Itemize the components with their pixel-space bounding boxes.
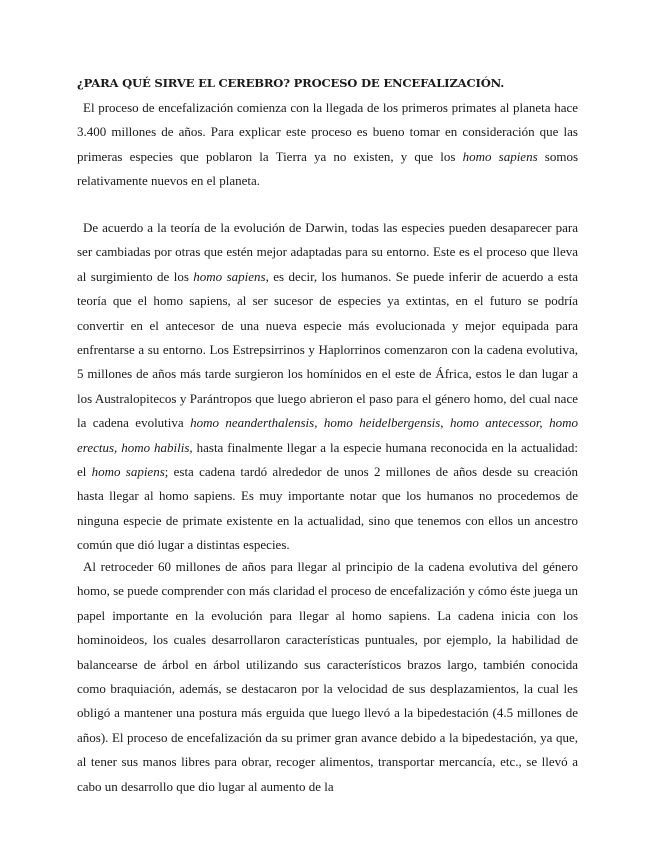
- paragraph-2-italic-c: homo sapiens: [91, 464, 165, 480]
- paragraph-1-italic-a: homo sapiens: [462, 148, 538, 164]
- paragraph-2-text-c: hasta finalmente llegar a la especie humana reconocida en la actualidad: el: [77, 439, 578, 480]
- paragraph-1: [77, 96, 578, 194]
- paragraph-2-text-d: ; esta cadena tardó alrededor de unos 2 millones de años desde su creación hasta llegar al homo sapiens. Es muy importante notar que los humanos no procedemos de ninguna especie de primate existente en la actualidad, sino que tenemos con ellos un ancestro común que dió lugar a distintas especies.: [77, 464, 578, 553]
- paragraph-2-text-b: , es decir, los humanos. Se puede inferir de acuerdo a esta teoría que el homo sapiens, al ser sucesor de especies ya extintas, en el futuro se podría convertir en el antecesor de una nueva especie más evolucionada y mejor equipada para enfrentarse a su entorno. Los Estrepsirrinos y Haplorrinos comenzaron con la cadena evolutiva, 5 millones de años más tarde surgieron los homínidos en el este de África, estos le dan lugar a los Australopitecos y Parántropos que luego abrieron el paso para el género homo, del cual nace la cadena evolutiva: [77, 268, 579, 431]
- paragraph-1-text-b: somos relativamente nuevos en el planeta.: [77, 148, 579, 189]
- paragraph-3: [77, 555, 578, 799]
- paragraph-3-text-a: Al retroceder 60 millones de años para llegar al principio de la cadena evolutiva del género homo, se puede comprender con más claridad el proceso de encefalización y cómo éste juega un papel importante en la evolución para llegar al homo sapiens. La cadena inicia con los hominoideos, los cuales desarrollaron características puntuales, por ejemplo, la habilidad de balancearse de árbol en árbol utilizando sus característicos brazos largo, también conocida como braquiación, además, se destacaron por la velocidad de sus desplazamientos, la cual les obligó a mantener una postura más erguida que luego llevó a la bipedestación (4.5 millones de años). El proceso de encefalización da su primer gran avance debido a la bipedestación, ya que, al tener sus manos libres para obrar, recoger alimentos, transportar mercancía, etc., se llevó a cabo un desarrollo que dio lugar al aumento de la: [77, 559, 579, 794]
- paragraph-2-italic-a: homo sapiens: [193, 268, 266, 284]
- paragraph-2-italic-b: homo neanderthalensis, homo heidelbergensis, homo antecessor, homo erectus, homo habilis,: [77, 415, 578, 455]
- paragraph-2-text-a: De acuerdo a la teoría de la evolución de Darwin, todas las especies pueden desaparecer para ser cambiadas por otras que estén mejor adaptadas para su entorno. Este es el proceso que lleva al surgimiento de los: [77, 220, 578, 284]
- paragraph-1-text-a: El proceso de encefalización comienza con la llegada de los primeros primates al planeta hace 3.400 millones de años. Para explicar este proceso es bueno tomar en consideración que las primeras especies que poblaron la Tierra ya no existen, y que los: [77, 100, 578, 164]
- paragraph-2: [77, 216, 578, 558]
- page-title: ¿PARA QUÉ SIRVE EL CEREBRO? PROCESO DE ENCEFALIZACIÓN.: [77, 76, 505, 90]
